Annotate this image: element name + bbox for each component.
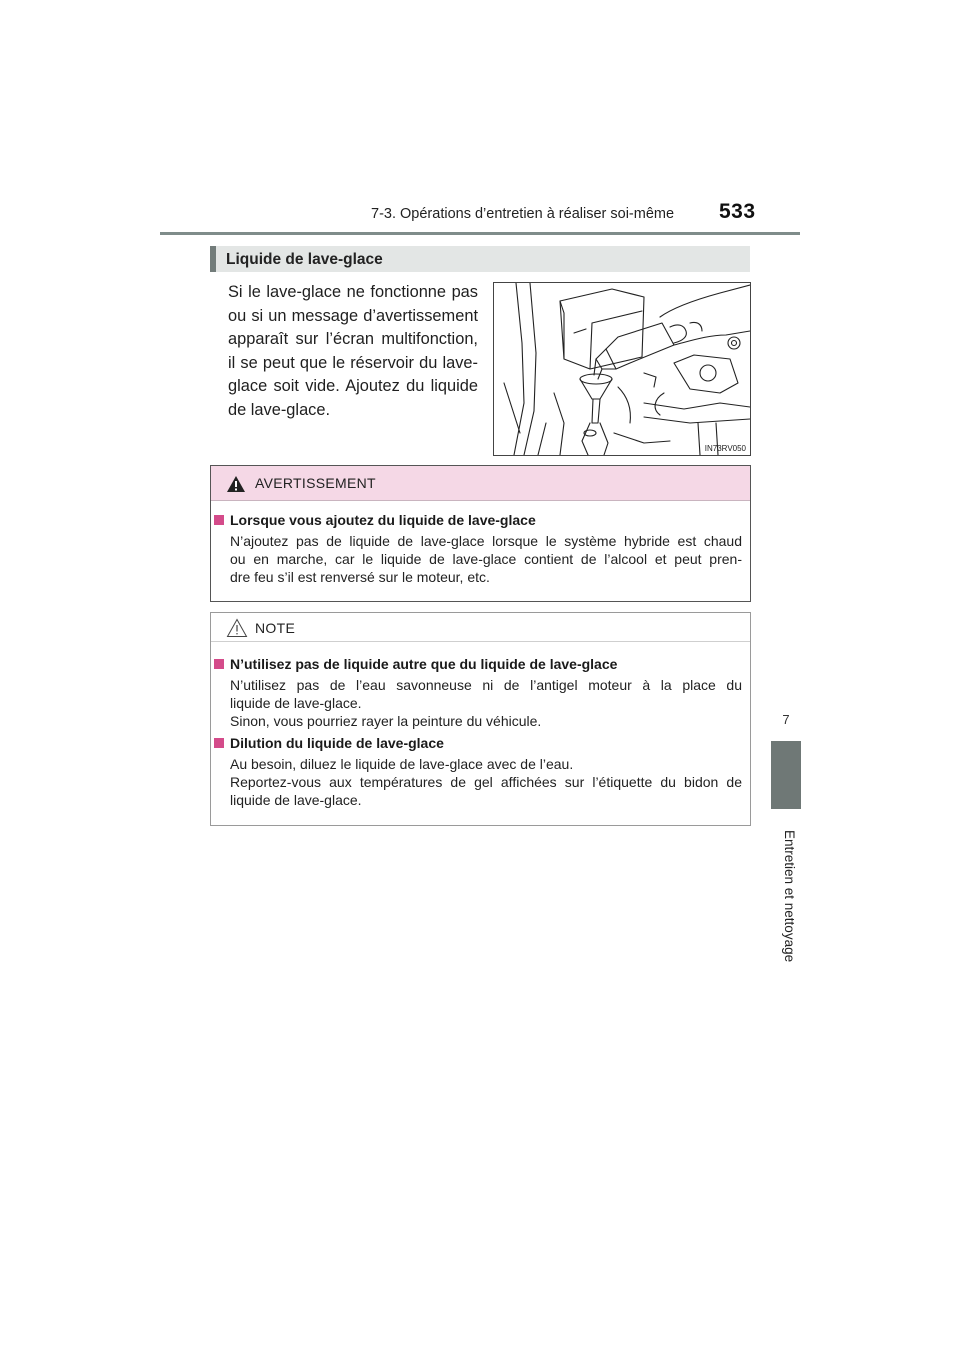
intro-line: apparaît sur l’écran multifonction, (228, 330, 478, 348)
washer-fluid-illustration (493, 282, 751, 456)
section-heading-bar (210, 246, 216, 272)
bullet-square (214, 515, 224, 525)
note-header (211, 613, 750, 642)
page-number: 533 (719, 200, 756, 223)
note-item-heading-text: N’utilisez pas de liquide autre que du liquide de lave-glace (230, 656, 618, 672)
note-line: liquide de lave-glace. (230, 792, 362, 808)
caution-outline-triangle-icon (226, 618, 248, 638)
note-line: liquide de lave-glace. (230, 695, 362, 711)
section-heading-text: Liquide de lave-glace (226, 251, 383, 268)
note-title: NOTE (255, 620, 296, 636)
warning-header (211, 466, 750, 501)
warning-item-heading-text: Lorsque vous ajoutez du liquide de lave-glace (230, 512, 536, 528)
warning-item-body (230, 532, 742, 586)
figure-code: IN73RV050 (704, 444, 746, 453)
intro-line: ou si un message d’avertissement (228, 306, 478, 325)
note-line: Sinon, vous pourriez rayer la peinture du véhicule. (230, 713, 542, 729)
warning-line: dre feu s’il est renversé sur le moteur, etc. (230, 569, 490, 585)
note-box (210, 612, 751, 826)
warning-line: N’ajoutez pas de liquide de lave-glace lorsque le système hybride est chaud (230, 533, 742, 549)
chapter-tab[interactable] (771, 741, 801, 809)
note-item-body (230, 755, 742, 809)
note-item-heading (214, 735, 444, 751)
engine-bay-drawing (494, 283, 750, 455)
intro-paragraph (228, 281, 478, 422)
section-heading (210, 246, 750, 272)
bullet-square (214, 738, 224, 748)
note-line: Au besoin, diluez le liquide de lave-glace avec de l’eau. (230, 756, 574, 772)
intro-line: glace soit vide. Ajoutez du liquide (228, 377, 478, 395)
note-line: N’utilisez pas de l’eau savonneuse ni de l’antigel moteur à la place du (230, 677, 742, 693)
warning-triangle-icon (226, 475, 246, 493)
chapter-section-title: 7-3. Opérations d’entretien à réaliser soi-même (371, 206, 675, 222)
note-item-heading-text: Dilution du liquide de lave-glace (230, 735, 444, 751)
note-line: Reportez-vous aux températures de gel affichées sur l’étiquette du bidon de (230, 774, 742, 790)
warning-line: ou en marche, car le liquide de lave-glace contient de l’alcool et peut pren- (230, 551, 742, 567)
chapter-number: 7 (782, 712, 790, 727)
intro-line: Si le lave-glace ne fonctionne pas (228, 283, 478, 301)
warning-box (210, 465, 751, 602)
warning-item-heading (214, 512, 536, 528)
header-rule (160, 232, 800, 235)
warning-title: AVERTISSEMENT (255, 475, 376, 491)
bullet-square (214, 659, 224, 669)
note-item-heading (214, 656, 617, 672)
intro-line: de lave-glace. (228, 400, 331, 419)
chapter-label: Entretien et nettoyage (782, 830, 797, 963)
intro-line: il se peut que le réservoir du lave- (228, 353, 478, 372)
note-item-body (230, 676, 742, 730)
